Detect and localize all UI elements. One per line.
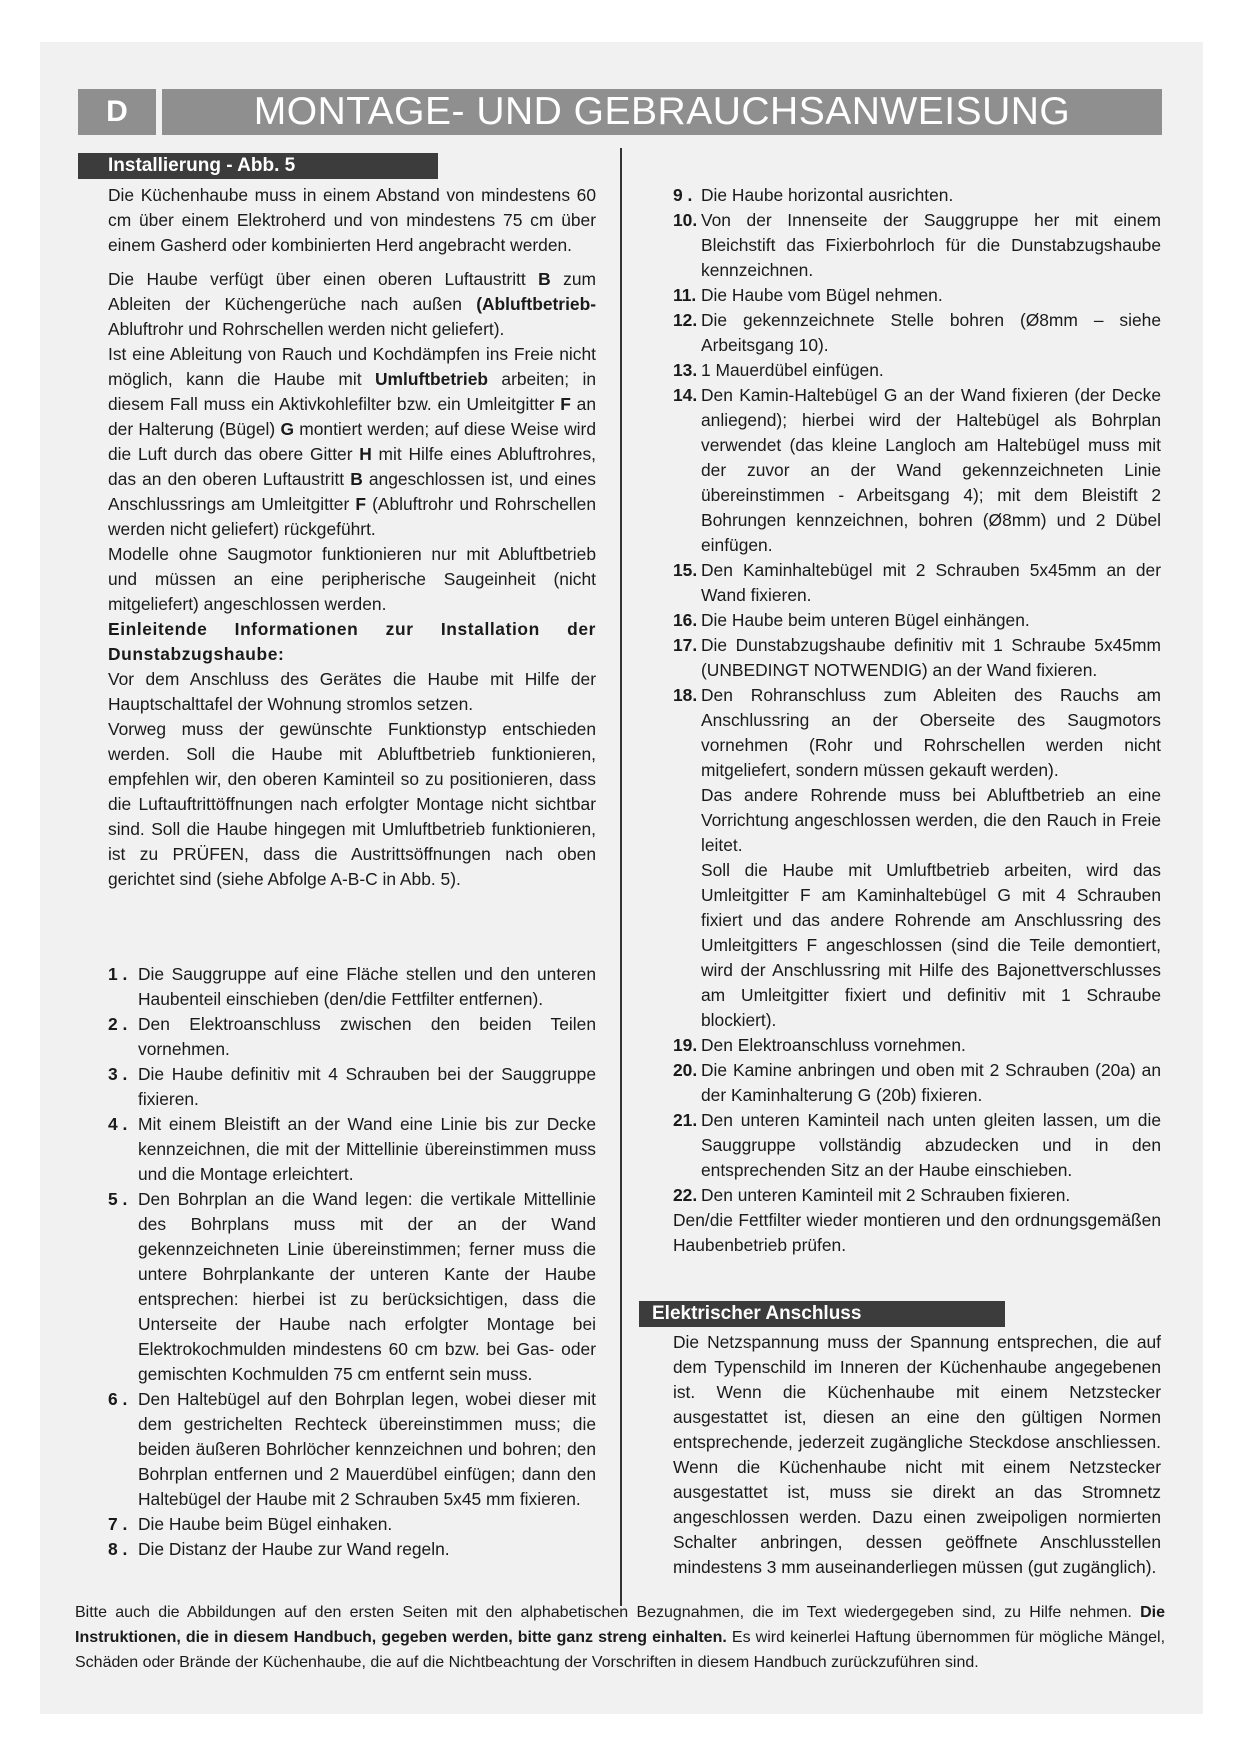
step-number: 19. xyxy=(673,1035,698,1055)
step-number: 21. xyxy=(673,1110,698,1130)
install-subheading: Einleitende Informationen zur Installation der Dunstabzugshaube: xyxy=(108,619,596,664)
step-number: 1 . xyxy=(108,964,128,984)
step-item xyxy=(673,383,1161,558)
final-note: Den/die Fettfilter wieder montieren und den ordnungsgemäßen Haubenbetrieb prüfen. xyxy=(673,1210,1161,1255)
step-text: Die gekennzeichnete Stelle bohren (Ø8mm – siehe Arbeitsgang 10). xyxy=(701,310,1161,355)
install-paragraph-3: Ist eine Ableitung von Rauch und Kochdämpfen ins Freie nicht möglich, kann die Haube mit Umluftbetrieb arbeiten; in diesem Fall muss ein Aktivkohlefilter bzw. ein Umleitgitter F an der Halterung (Bügel) G montiert werden; auf diese Weise wird die Luft durch das obere Gitter H mit Hilfe eines Abluftrohres, das an den oberen Luftaustritt B angeschlossen ist, und eines Anschlussrings am Umleitgitter F (Abluftrohr und Rohrschellen werden nicht geliefert) rückgeführt. xyxy=(108,344,596,539)
right-column xyxy=(673,183,1161,1258)
step-number: 12. xyxy=(673,310,698,330)
step-number: 11. xyxy=(673,285,697,305)
step-text: Den Elektroanschluss zwischen den beiden Teilen vornehmen. xyxy=(138,1014,596,1059)
left-steps xyxy=(108,962,596,1562)
step-number: 20. xyxy=(673,1060,698,1080)
step-text: Den unteren Kaminteil mit 2 Schrauben fixieren. xyxy=(701,1185,1071,1205)
step-number: 18. xyxy=(673,685,698,705)
step-text: Die Dunstabzugshaube definitiv mit 1 Schraube 5x45mm (UNBEDINGT NOTWENDIG) an der Wand fixieren. xyxy=(701,635,1161,680)
step-text: Den Kamin-Haltebügel G an der Wand fixieren (der Decke anliegend); hierbei wird der Haltebügel als Bohrplan verwendet (das kleine Langloch am Haltebügel muss mit der zuvor an der Wand gekennzeichneten Linie übereinstimmen - Arbeitsgang 4); mit dem Bleistift 2 Bohrungen kennzeichnen, bohren (Ø8mm) und 2 Dübel einfügen. xyxy=(701,385,1161,555)
step-number: 6 . xyxy=(108,1389,128,1409)
step-item xyxy=(108,1387,596,1512)
step-18-continuation-2: Soll die Haube mit Umluftbetrieb arbeiten, wird das Umleitgitter F am Kaminhaltebügel G mit 4 Schrauben fixiert und das andere Rohrende am Anschlussring des Umleitgitters F angeschlossen (sind die Teile demontiert, wird der Anschlussring mit Hilfe des Bajonettverschlusses am Umleitgitter fixiert und definitiv mit 1 Schraube blockiert). xyxy=(701,860,1161,1030)
step-item xyxy=(673,608,1161,633)
install-heading: Installierung - Abb. 5 xyxy=(78,153,438,179)
install-paragraph-4: Modelle ohne Saugmotor funktionieren nur mit Abluftbetrieb und müssen an eine peripherische Saugeinheit (nicht mitgeliefert) angeschlossen werden. xyxy=(108,544,596,614)
step-item xyxy=(673,358,1161,383)
electric-text: Die Netzspannung muss der Spannung entsprechen, die auf dem Typenschild im Inneren der Küchenhaube angegebenen ist. Wenn die Küchenhaube mit einem Netzstecker ausgestattet ist, diesen an eine den gültigen Normen entsprechende, jederzeit zugängliche Steckdose anschliessen. Wenn die Küchenhaube nicht mit einem Netzstecker ausgestattet ist, muss sie direkt an das Stromnetz angeschlossen werden. Dazu einen zweipoligen normierten Schalter anbringen, dessen geöffnete Anschlusstellen mindestens 3 mm auseinanderliegen müssen (gut zugänglich). xyxy=(673,1332,1161,1577)
step-item xyxy=(673,208,1161,283)
step-text: Den Elektroanschluss vornehmen. xyxy=(701,1035,966,1055)
step-number: 9 . xyxy=(673,185,693,205)
install-paragraph-2: Die Haube verfügt über einen oberen Luftaustritt B zum Ableiten der Küchengerüche nach außen (Abluftbetrieb- Abluftrohr und Rohrschellen werden nicht geliefert). xyxy=(108,269,596,339)
step-item xyxy=(673,683,1161,783)
install-paragraph-1: Die Küchenhaube muss in einem Abstand von mindestens 60 cm über einem Elektroherd und von mindestens 75 cm über einem Gasherd oder kombinierten Herd angebracht werden. xyxy=(108,185,596,255)
step-18-continuation-1: Das andere Rohrende muss bei Abluftbetrieb an eine Vorrichtung angeschlossen werden, die den Rauch in Freie leitet. xyxy=(701,785,1161,855)
step-text: Den unteren Kaminteil nach unten gleiten lassen, um die Sauggruppe vollständig abzudecken und in den entsprechenden Sitz an der Haube einschieben. xyxy=(701,1110,1161,1180)
step-text: Den Bohrplan an die Wand legen: die vertikale Mittellinie des Bohrplans muss mit der an der Wand gekennzeichneten Linie übereinstimmen; ferner muss die untere Bohrplankante der unteren Kante der Haube entsprechen: hierbei ist zu berücksichtigen, dass die Unterseite der Haube nach erfolgter Montage bei Elektrokochmulden mindestens 60 cm bzw. bei Gas- oder gemischten Kochmulden 75 cm entfernt sein muss. xyxy=(138,1189,596,1384)
step-number: 5 . xyxy=(108,1189,128,1209)
step-text: Die Haube definitiv mit 4 Schrauben bei der Sauggruppe fixieren. xyxy=(138,1064,596,1109)
step-text: Die Sauggruppe auf eine Fläche stellen und den unteren Haubenteil einschieben (den/die Fettfilter entfernen). xyxy=(138,964,596,1009)
column-divider xyxy=(620,148,622,1606)
step-text: Die Kamine anbringen und oben mit 2 Schrauben (20a) an der Kaminhalterung G (20b) fixieren. xyxy=(701,1060,1161,1105)
step-item xyxy=(673,1058,1161,1108)
step-item xyxy=(673,308,1161,358)
step-item xyxy=(673,558,1161,608)
footer-note: Bitte auch die Abbildungen auf den ersten Seiten mit den alphabetischen Bezugnahmen, die im Text wiedergegeben sind, zu Hilfe nehmen. Die Instruktionen, die in diesem Handbuch, gegeben werden, bitte ganz streng einhalten. Es wird keinerlei Haftung übernommen für mögliche Mängel, Schäden oder Brände der Küchenhaube, die auf die Nichtbeachtung der Vorschriften in diesem Handbuch zurückzuführen sind. xyxy=(75,1604,1166,1671)
step-item xyxy=(673,183,1161,208)
step-item xyxy=(108,1187,596,1387)
step-text: Die Distanz der Haube zur Wand regeln. xyxy=(138,1539,450,1559)
step-number: 4 . xyxy=(108,1114,128,1134)
language-badge: D xyxy=(78,89,156,135)
step-item xyxy=(673,1108,1161,1183)
step-text: Den Haltebügel auf den Bohrplan legen, wobei dieser mit dem gestrichelten Rechteck übereinstimmen muss; die beiden äußeren Bohrlöcher kennzeichnen und bohren; den Bohrplan entfernen und 2 Mauerdübel einfügen; dann den Haltebügel der Haube mit 2 Schrauben 5x45 mm fixieren. xyxy=(138,1389,596,1509)
step-item xyxy=(108,1512,596,1537)
step-item xyxy=(673,633,1161,683)
step-item xyxy=(108,1062,596,1112)
step-text: Die Haube beim unteren Bügel einhängen. xyxy=(701,610,1030,630)
step-text: Den Rohranschluss zum Ableiten des Rauchs am Anschlussring an der Oberseite des Saugmotors vornehmen (Rohr und Rohrschellen werden nicht mitgeliefert, sondern müssen gekauft werden). xyxy=(701,685,1161,780)
install-paragraph-6: Vorweg muss der gewünschte Funktionstyp entschieden werden. Soll die Haube mit Abluftbetrieb funktionieren, empfehlen wir, den oberen Kaminteil so zu positionieren, dass die Luftauftrittöffnungen nach erfolgter Montage nicht sichtbar sind. Soll die Haube hingegen mit Umluftbetrieb funktionieren, ist zu PRÜFEN, dass die Austrittsöffnungen nach oben gerichtet sind (siehe Abfolge A-B-C in Abb. 5). xyxy=(108,719,596,889)
step-text: Die Haube beim Bügel einhaken. xyxy=(138,1514,393,1534)
step-number: 13. xyxy=(673,360,698,380)
step-item xyxy=(673,1183,1161,1208)
step-text: Den Kaminhaltebügel mit 2 Schrauben 5x45mm an der Wand fixieren. xyxy=(701,560,1161,605)
step-item xyxy=(108,1537,596,1562)
step-item xyxy=(673,1033,1161,1058)
step-number: 3 . xyxy=(108,1064,128,1084)
step-number: 15. xyxy=(673,560,698,580)
step-number: 16. xyxy=(673,610,698,630)
step-item xyxy=(108,962,596,1012)
step-number: 7 . xyxy=(108,1514,128,1534)
electric-heading: Elektrischer Anschluss xyxy=(639,1301,1005,1327)
step-text: Von der Innenseite der Sauggruppe her mit einem Bleichstift das Fixierbohrloch für die Dunstabzugshaube kennzeichnen. xyxy=(701,210,1161,280)
step-number: 10. xyxy=(673,210,698,230)
step-text: Die Haube vom Bügel nehmen. xyxy=(701,285,943,305)
step-text: Die Haube horizontal ausrichten. xyxy=(701,185,954,205)
left-column xyxy=(108,183,596,892)
install-paragraph-5: Vor dem Anschluss des Gerätes die Haube mit Hilfe der Hauptschalttafel der Wohnung stromlos setzen. xyxy=(108,669,596,714)
step-text: Mit einem Bleistift an der Wand eine Linie bis zur Decke kennzeichnen, die mit der Mittellinie übereinstimmen muss und die Montage erleichtert. xyxy=(138,1114,596,1184)
step-item xyxy=(108,1012,596,1062)
step-number: 22. xyxy=(673,1185,698,1205)
step-item xyxy=(108,1112,596,1187)
page-title: MONTAGE- UND GEBRAUCHSANWEISUNG xyxy=(162,89,1162,135)
step-number: 2 . xyxy=(108,1014,128,1034)
step-number: 14. xyxy=(673,385,698,405)
step-text: 1 Mauerdübel einfügen. xyxy=(701,360,884,380)
step-number: 8 . xyxy=(108,1539,128,1559)
step-number: 17. xyxy=(673,635,698,655)
step-item xyxy=(673,283,1161,308)
